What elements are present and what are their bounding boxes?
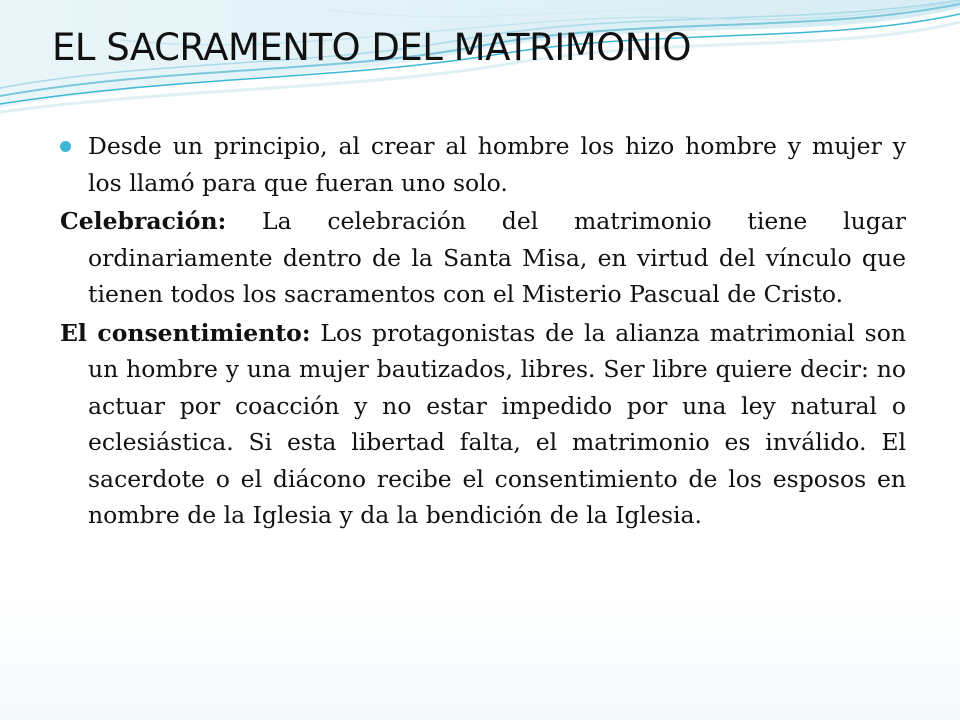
bullet-dot-icon: [60, 141, 71, 152]
slide-body: [60, 128, 906, 536]
paragraph-label: Celebración:: [60, 207, 227, 235]
paragraph-consentimiento: [60, 315, 906, 534]
paragraph-text: Desde un principio, al crear al hombre los hizo hombre y mujer y los llamó para que fueran uno solo.: [88, 132, 906, 197]
paragraph-label: El consentimiento:: [60, 318, 311, 347]
paragraph-text: Los protagonistas de la alianza matrimonial son un hombre y una mujer bautizados, libres. Ser libre quiere decir: no actuar por coacción y no estar impedido por una ley natural o eclesiástica. Si esta libertad falta, el matrimonio es inválido. El sacerdote o el diácono recibe el consentimiento de los esposos en nombre de la Iglesia y da la bendición de la Iglesia.: [88, 318, 906, 529]
slide-title: EL SACRAMENTO DEL MATRIMONIO: [52, 26, 691, 69]
paragraph-intro: [60, 128, 906, 201]
paragraph-text: La celebración del matrimonio tiene lugar ordinariamente dentro de la Santa Misa, en virtud del vínculo que tienen todos los sacramentos con el Misterio Pascual de Cristo.: [88, 207, 906, 308]
paragraph-celebracion: [60, 203, 906, 313]
